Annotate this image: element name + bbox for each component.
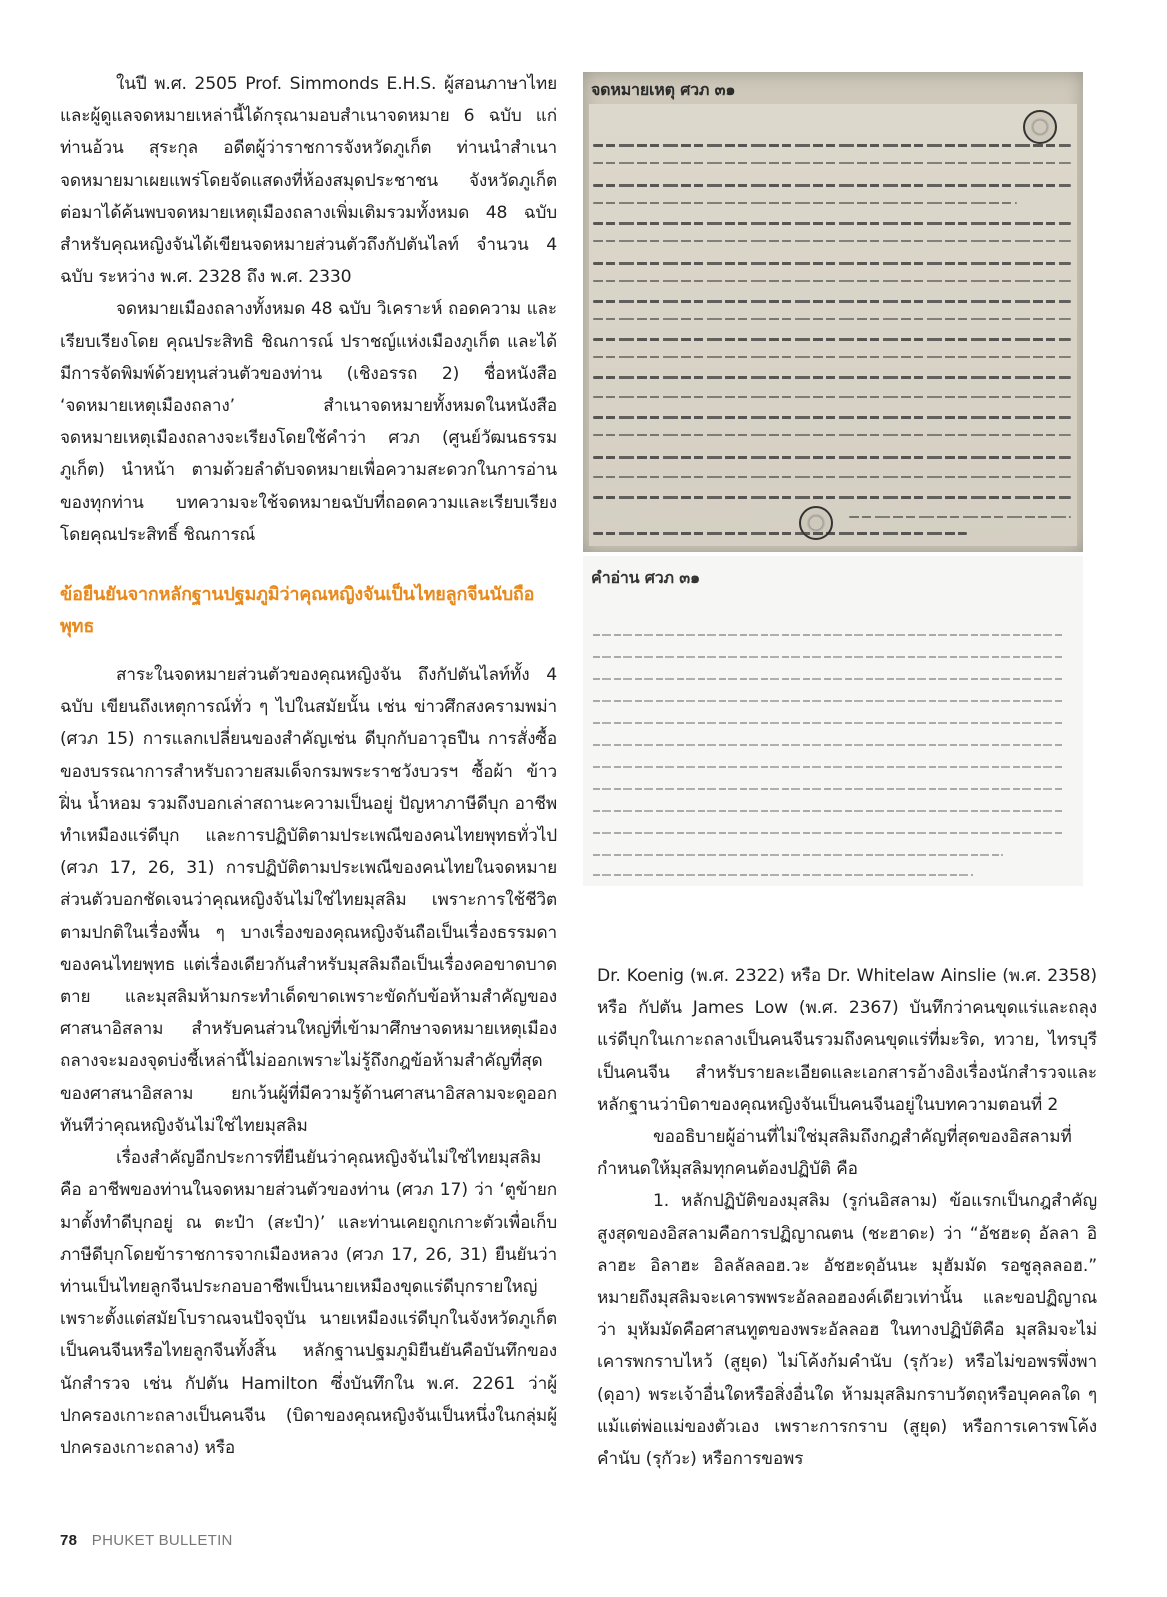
right-column xyxy=(597,960,1097,1475)
transcription-image xyxy=(583,556,1083,886)
letter-image xyxy=(583,72,1083,552)
right-paragraph-3: 1. หลักปฏิบัติของมุสลิม (รูก่นอิสลาม) ข้อแรกเป็นกฎสำคัญสูงสุดของอิสลามคือการปฏิญาณตน (ชะฮาดะ) ว่า “อัชฮะดุ อัลลา อิลาฮะ อิลาฮะ อิลลัลลอฮ.วะ อัชฮะดุอันนะ มุฮัมมัด รอซูลุลลอฮ.” หมายถึงมุสลิมจะเคารพพระอัลลอฮองค์เดียวเท่านั้น และขอปฏิญาณว่า มุหัมมัดคือศาสนทูตของพระอัลลอฮ ในทางปฏิบัติคือ มุสลิมจะไม่เคารพกราบไหว้ (สูยุด) ไม่โค้งก้มคำนับ (รุกัวะ) หรือไม่ขอพรพึ่งพา (ดุอา) พระเจ้าอื่นใดหรือสิ่งอื่นใด ห้ามมุสลิมกราบวัตถุหรือบุคคลใด ๆ แม้แต่พ่อแม่ของตัวเอง เพราะการกราบ (สูยุด) หรือการเคารพโค้งคำนับ (รุกัวะ) หรือการขอพร xyxy=(597,1191,1097,1470)
seal-icon xyxy=(1023,110,1057,144)
publication-name: PHUKET BULLETIN xyxy=(91,1532,233,1549)
section-heading: ข้อยืนยันจากหลักฐานปฐมภูมิว่าคุณหญิงจันเป็นไทยลูกจีนนับถือพุทธ xyxy=(60,584,535,638)
left-column xyxy=(60,68,557,1464)
intro-paragraph-2: จดหมายเมืองถลางทั้งหมด 48 ฉบับ วิเคราะห์ ถอดความ และเรียบเรียงโดย คุณประสิทธิ ชิณการณ์ ปราชญ์แห่งเมืองภูเก็ต และได้มีการจัดพิมพ์ด้วยทุนส่วนตัวของท่าน (เชิงอรรถ 2) ชื่อหนังสือ ‘จดหมายเหตุเมืองถลาง’ สำเนาจดหมายทั้งหมดในหนังสือจดหมายเหตุเมืองถลางจะเรียงโดยใช้คำว่า ศวภ (ศูนย์วัฒนธรรมภูเก็ต) นำหน้า ตามด้วยลำดับจดหมายเพื่อความสะดวกในการอ่านของทุกท่าน บทความจะใช้จดหมายฉบับที่ถอดความและเรียบเรียงโดยคุณประสิทธิ์ ชิณการณ์ xyxy=(60,299,557,545)
letter-caption: จดหมายเหตุ ศวภ ๓๑ xyxy=(591,80,736,99)
transcription-caption: คำอ่าน ศวภ ๓๑ xyxy=(591,568,700,587)
right-paragraph-2: ขออธิบายผู้อ่านที่ไม่ใช่มุสลิมถึงกฎสำคัญที่สุดของอิสลามที่กำหนดให้มุสลิมทุกคนต้องปฏิบัติ คือ xyxy=(597,1127,1072,1180)
page-footer xyxy=(60,1532,233,1549)
intro-paragraph-1: ในปี พ.ศ. 2505 Prof. Simmonds E.H.S. ผู้สอนภาษาไทยและผู้ดูแลจดหมายเหล่านี้ได้กรุณามอบสำเนาจดหมาย 6 ฉบับ แก่ท่านอ้วน สุระกุล อดีตผู้ว่าราชการจังหวัดภูเก็ต ท่านนำสำเนาจดหมายมาเผยแพร่โดยจัดแสดงที่ห้องสมุดประชาชน จังหวัดภูเก็ต ต่อมาได้ค้นพบจดหมายเหตุเมืองถลางเพิ่มเติมรวมทั้งหมด 48 ฉบับ สำหรับคุณหญิงจันได้เขียนจดหมายส่วนตัวถึงกัปตันไลท์ จำนวน 4 ฉบับ ระหว่าง พ.ศ. 2328 ถึง พ.ศ. 2330 xyxy=(60,74,557,288)
body-paragraph-1: สาระในจดหมายส่วนตัวของคุณหญิงจัน ถึงกัปตันไลท์ทั้ง 4 ฉบับ เขียนถึงเหตุการณ์ทั่ว ๆ ไปในสมัยนั้น เช่น ข่าวศึกสงครามพม่า (ศวภ 15) การแลกเปลี่ยนของสำคัญเช่น ดีบุกกับอาวุธปืน การสั่งซื้อของบรรณาการสำหรับถวายสมเด็จกรมพระราชวังบวรฯ ซื้อผ้า ข้าว ฝิ่น น้ำหอม รวมถึงบอกเล่าสถานะความเป็นอยู่ ปัญหาภาษีดีบุก อาชีพทำเหมืองแร่ดีบุก และการปฏิบัติตามประเพณีของคนไทยพุทธทั่วไป (ศวภ 17, 26, 31) การปฏิบัติตามประเพณีของคนไทยในจดหมายส่วนตัวบอกชัดเจนว่าคุณหญิงจันไม่ใช่ไทยมุสลิม เพราะการใช้ชีวิตตามปกติในเรื่องพื้น ๆ บางเรื่องของคุณหญิงจันถือเป็นเรื่องธรรมดาของคนไทยพุทธ แต่เรื่องเดียวกันสำหรับมุสลิมถือเป็นเรื่องคอขาดบาดตาย และมุสลิมห้ามกระทำเด็ดขาดเพราะขัดกับข้อห้ามสำคัญของศาสนาอิสลาม สำหรับคนส่วนใหญ่ที่เข้ามาศึกษาจดหมายเหตุเมืองถลางจะมองจุดบ่งชี้เหล่านี้ไม่ออกเพราะไม่รู้ถึงกฎข้อห้ามสำคัญที่สุดของศาสนาอิสลาม ยกเว้นผู้ที่มีความรู้ด้านศาสนาอิสลามจะดูออกทันทีว่าคุณหญิงจันไม่ใช่ไทยมุสลิม xyxy=(60,665,557,1136)
body-paragraph-2: เรื่องสำคัญอีกประการที่ยืนยันว่าคุณหญิงจันไม่ใช่ไทยมุสลิมคือ อาชีพของท่านในจดหมายส่วนตัวของท่าน (ศวภ 17) ว่า ‘ตูข้ายกมาตั้งทำดีบุกอยู่ ณ ตะป๋า (สะป๋า)’ และท่านเคยถูกเกาะตัวเพื่อเก็บภาษีดีบุกโดยข้าราชการจากเมืองหลวง (ศวภ 17, 26, 31) ยืนยันว่าท่านเป็นไทยลูกจีนประกอบอาชีพเป็นนายเหมืองขุดแร่ดีบุกรายใหญ่ เพราะตั้งแต่สมัยโบราณจนปัจจุบัน นายเหมืองแร่ดีบุกในจังหวัดภูเก็ตเป็นคนจีนหรือไทยลูกจีนทั้งสิ้น หลักฐานปฐมภูมิยืนยันคือบันทึกของนักสำรวจ เช่น กัปตัน Hamilton ซึ่งบันทึกใน พ.ศ. 2261 ว่าผู้ปกครองเกาะถลางเป็นคนจีน (บิดาของคุณหญิงจันเป็นหนึ่งในกลุ่มผู้ปกครองเกาะถลาง) หรือ xyxy=(60,1148,557,1458)
page-number: 78 xyxy=(60,1532,78,1549)
right-paragraph-1: Dr. Koenig (พ.ศ. 2322) หรือ Dr. Whitelaw Ainslie (พ.ศ. 2358) หรือ กัปตัน James Low (พ.ศ. 2367) บันทึกว่าคนขุดแร่และถลุงแร่ดีบุกในเกาะถลางเป็นคนจีนรวมถึงคนขุดแร่ที่มะริด, ทวาย, ไทรบุรี เป็นคนจีน สำหรับรายละเอียดและเอกสารอ้างอิงเรื่องนักสำรวจและหลักฐานว่าบิดาของคุณหญิงจันเป็นคนจีนอยู่ในบทความตอนที่ 2 xyxy=(597,966,1097,1115)
handwritten-letter xyxy=(589,104,1077,546)
